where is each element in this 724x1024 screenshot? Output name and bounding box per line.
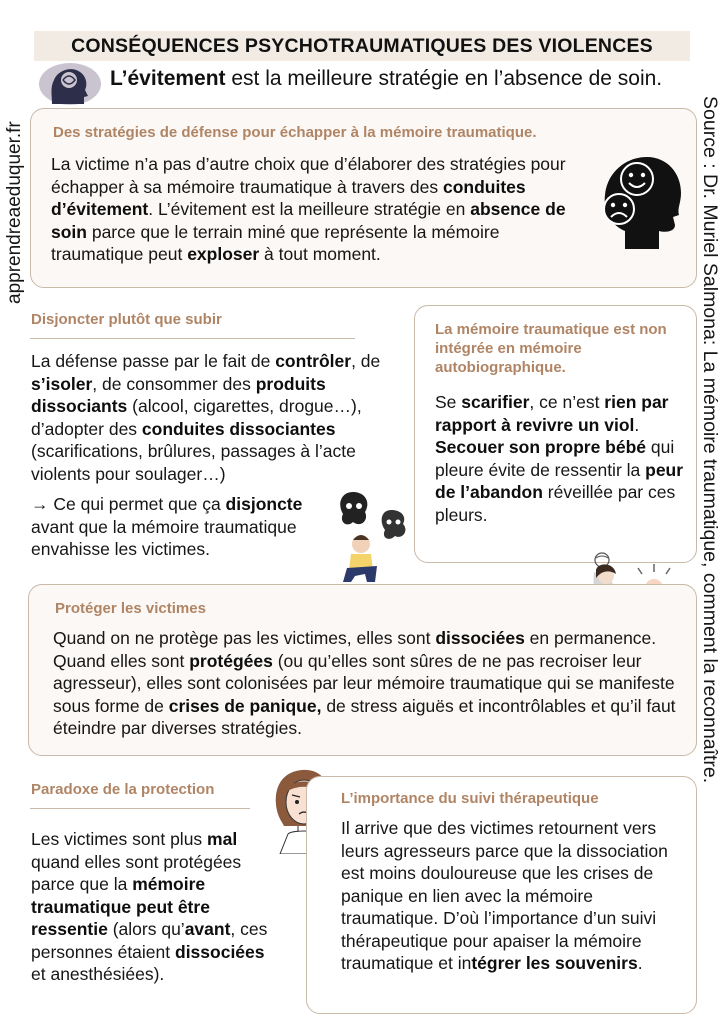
defense-strategies-box (30, 108, 697, 288)
source-label: Source : Dr. Muriel Salmona: La mémoire traumatique, comment la reconnaître. (699, 96, 721, 784)
defense-strategies-title: Des stratégies de défense pour échapper à la mémoire traumatique. (53, 124, 537, 141)
disjoncter-title: Disjoncter plutôt que subir (31, 311, 222, 328)
memoire-title: La mémoire traumatique est non intégrée en mémoire autobiographique. (435, 321, 667, 376)
proteger-box (28, 584, 697, 756)
head-emotions-icon (597, 151, 683, 251)
suivi-box (306, 776, 697, 1014)
paradoxe-text: Les victimes sont plus mal quand elles sont protégées parce que la mémoire traumatique peut être ressentie (alors qu’avant, ces personnes étaient dissociées et anesthésiées). (31, 829, 268, 984)
disjoncter-divider (30, 338, 355, 339)
proteger-title: Protéger les victimes (55, 600, 206, 617)
head-brain-icon (38, 58, 102, 106)
subtitle-text: est la meilleure stratégie en l’absence de soin. (225, 67, 663, 90)
subtitle-bold: L’évitement (110, 67, 226, 90)
paradoxe-title: Paradoxe de la protection (31, 781, 215, 798)
page-subtitle (110, 66, 700, 92)
website-label: apprendreaeduquer.fr (4, 121, 25, 304)
memoire-box (414, 305, 697, 563)
proteger-text: Quand on ne protège pas les victimes, elles sont dissociées en permanence. Quand elles sont protégées (ou qu’elles sont sûres de ne pas recroiser leur agresseur), elles sont colonisées par leur mémoire traumatique qui se manifeste sous forme de crises de panique, de stress aiguës et incontrôlables et qu’il faut éteindre par diverses stratégies. (53, 628, 676, 738)
page-title: CONSÉQUENCES PSYCHOTRAUMATIQUES DES VIOLENCES (34, 31, 690, 61)
crying-person-icon (331, 484, 415, 584)
paradoxe-divider (30, 808, 250, 809)
disjoncter-text: La défense passe par le fait de contrôler, de s’isoler, de consommer des produits dissociants (alcool, cigarettes, drogue…), d’adopter des conduites dissociantes (scarifications, brûlures, passages à l’acte violents pour soulager…) → Ce qui permet que ça disjoncte avant que la mémoire traumatique envahisse les victimes. (31, 351, 381, 559)
defense-strategies-text: La victime n’a pas d’autre choix que d’élaborer des stratégies pour échapper à sa mémoire traumatique à travers des conduites d’évitement. L’évitement est la meilleure stratégie en absence de soin parce que le terrain miné que représente la mémoire traumatique peut exploser à tout moment. (51, 154, 566, 264)
memoire-text: Se scarifier, ce n’est rien par rapport à revivre un viol. Secouer son propre bébé qui pleure évite de ressentir la peur de l’abandon réveillée par ces pleurs. (435, 392, 684, 525)
suivi-text: Il arrive que des victimes retournent vers leurs agresseurs parce que la dissociation est moins douloureuse que les crises de panique en lien avec la mémoire traumatique. D’où l’importance d’un suivi thérapeutique pour apaiser la mémoire traumatique et intégrer les souvenirs. (341, 818, 668, 973)
suivi-title: L’importance du suivi thérapeutique (341, 790, 599, 807)
